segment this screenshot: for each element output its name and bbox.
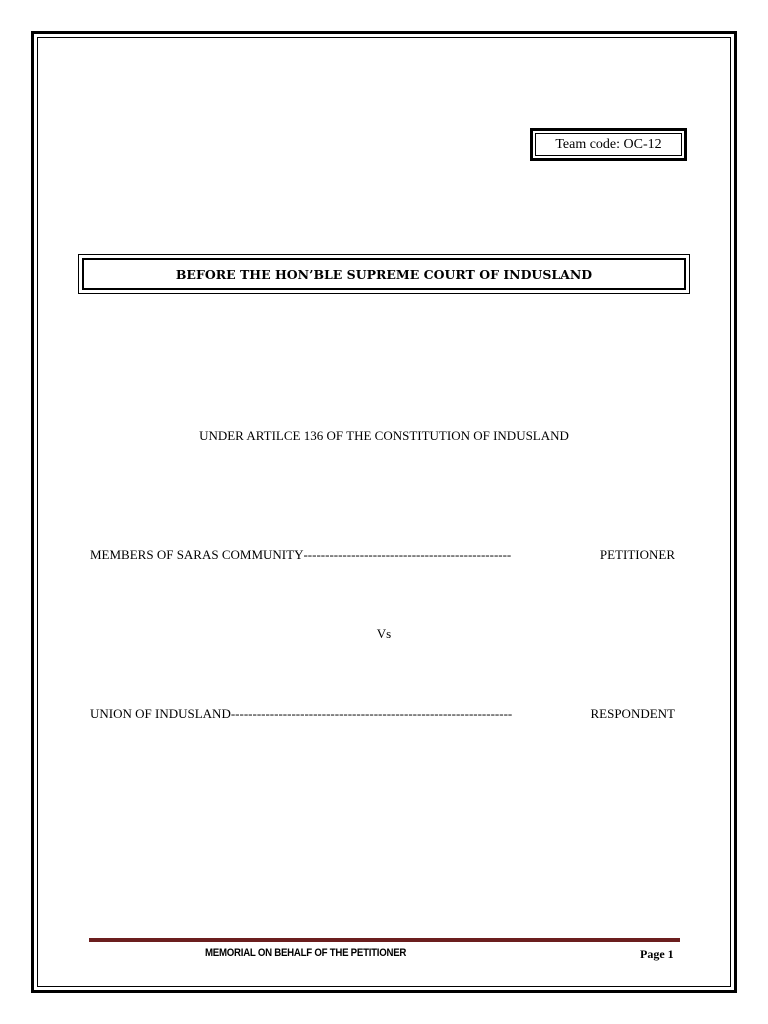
- team-code-box: [530, 128, 687, 161]
- footer-page-number: Page 1: [640, 947, 674, 961]
- jurisdiction-line: UNDER ARTILCE 136 OF THE CONSTITUTION OF INDUSLAND: [199, 428, 569, 443]
- petitioner-name: MEMBERS OF SARAS COMMUNITY: [90, 547, 304, 562]
- respondent-dashes: -----------------------------------------------------------------: [230, 706, 513, 721]
- footer-memorial: MEMORIAL ON BEHALF OF THE PETITIONER: [205, 947, 407, 959]
- petitioner-row: [90, 547, 675, 563]
- court-title-box: [78, 254, 690, 294]
- page-border-inner: [37, 37, 731, 987]
- petitioner-role: PETITIONER: [599, 547, 675, 562]
- respondent-row: [90, 706, 675, 722]
- respondent-role: RESPONDENT: [590, 706, 675, 721]
- team-code-text: Team code: OC-12: [535, 133, 682, 156]
- footer-rule: [89, 938, 680, 942]
- court-title: BEFORE THE HON’BLE SUPREME COURT OF INDUSLAND: [82, 258, 686, 290]
- versus-label: Vs: [376, 626, 392, 641]
- petitioner-dashes: ------------------------------------------------: [303, 547, 512, 562]
- respondent-name: UNION OF INDUSLAND: [90, 706, 231, 721]
